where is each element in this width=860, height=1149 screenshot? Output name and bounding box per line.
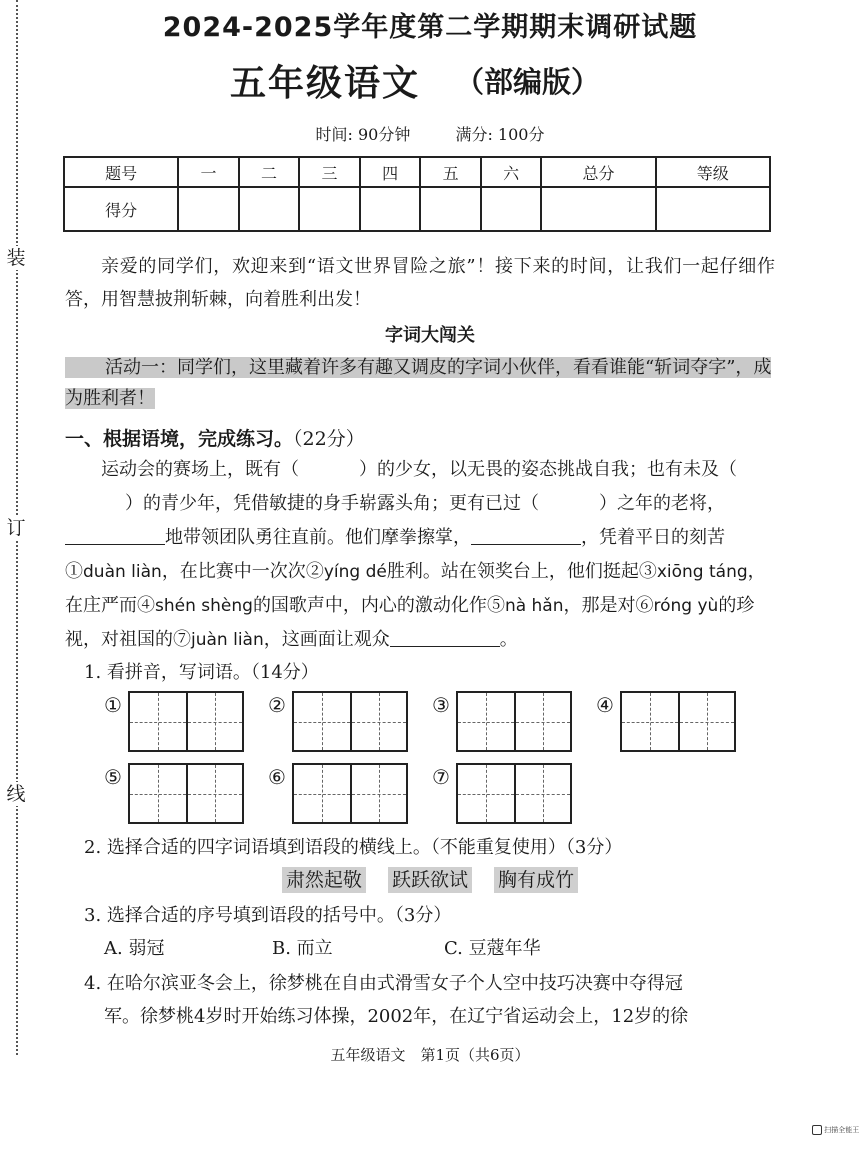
score-cell [299, 187, 360, 231]
exam-title: 2024-2025学年度第二学期期末调研试题 [162, 12, 698, 43]
score-table-header: 五 [420, 157, 481, 187]
section-title: 字词大闯关 [385, 325, 475, 346]
grid-boxes[interactable] [292, 763, 408, 824]
marker-2: ② [305, 561, 324, 582]
exam-info [0, 122, 860, 145]
marker-1: ① [65, 561, 83, 582]
pinyin-2: yíng dé [323, 562, 387, 582]
intro-paragraph: 亲爱的同学们，欢迎来到“语文世界冒险之旅”！接下来的时间，让我们一起仔细作答，用智慧披荆斩棘，向着胜利出发！ [65, 256, 775, 310]
underline-blank[interactable] [390, 626, 500, 647]
grid-boxes[interactable] [456, 691, 572, 752]
score-cell [481, 187, 542, 231]
option-b: B. 而立 [272, 938, 333, 959]
word-choices [0, 865, 860, 892]
passage-text: 胜利。站在领奖台上，他们挺起 [386, 561, 639, 582]
option-list [104, 934, 541, 960]
grid-number: ② [268, 693, 286, 717]
score-cell [239, 187, 300, 231]
score-table-header: 总分 [541, 157, 655, 187]
binding-char-ding: 订 [4, 516, 28, 540]
tianzige-box[interactable] [350, 765, 406, 822]
score-cell [420, 187, 481, 231]
grid-boxes[interactable] [292, 691, 408, 752]
tianzige-box[interactable] [186, 693, 242, 750]
grid-number: ① [104, 693, 122, 717]
marker-6: ⑥ [635, 595, 654, 616]
score-table-header: 四 [360, 157, 421, 187]
score-table-header: 一 [178, 157, 239, 187]
score-cell [178, 187, 239, 231]
passage-text: ）的青少年，凭借敏捷的身手崭露头角；更有已过（ [125, 493, 539, 514]
passage-text: ，凭着平日的刻苦 [581, 527, 725, 548]
tianzige-box[interactable] [514, 693, 570, 750]
score-cell [656, 187, 770, 231]
grid-boxes[interactable] [456, 763, 572, 824]
part-one-heading [65, 424, 365, 451]
pinyin-3: xiōng táng [656, 562, 748, 582]
pinyin-5: nà hǎn [504, 596, 564, 616]
binding-char-xian: 线 [4, 782, 28, 806]
tianzige-box[interactable] [458, 693, 514, 750]
scanner-logo-icon [812, 1125, 822, 1135]
word-choice: 肃然起敬 [282, 867, 366, 893]
grid-boxes[interactable] [128, 763, 244, 824]
grid-boxes[interactable] [620, 691, 736, 752]
question-4-line-2: 军。徐梦桃4岁时开始练习体操，2002年，在辽宁省运动会上，12岁的徐 [104, 1006, 689, 1027]
underline-blank[interactable] [471, 524, 581, 545]
marker-4: ④ [137, 595, 155, 616]
passage-text: 地带领团队勇往直前。他们摩拳擦掌， [165, 527, 471, 548]
score-table-header: 等级 [656, 157, 770, 187]
passage [65, 453, 777, 657]
score-table-header-row [64, 157, 770, 187]
score-row-label: 得分 [64, 187, 178, 231]
tianzige-box[interactable] [622, 693, 678, 750]
pinyin-7: juàn liàn [191, 630, 264, 650]
activity-text: 活动一：同学们，这里藏着许多有趣又调皮的字词小伙伴，看看谁能“斩词夺字”，成为胜利者！ [65, 357, 772, 409]
edition-label: （部编版） [455, 65, 601, 99]
tianzige-box[interactable] [186, 765, 242, 822]
passage-text: ，这画面让观众 [263, 629, 390, 650]
pinyin-4: shén shèng [155, 596, 253, 616]
subject-title: 五年级语文 [230, 63, 421, 104]
score-table-header: 二 [239, 157, 300, 187]
option-a: A. 弱冠 [104, 938, 165, 959]
marker-5: ⑤ [486, 595, 505, 616]
pinyin-1: duàn liàn [83, 562, 162, 582]
tianzige-box[interactable] [678, 693, 734, 750]
word-choice: 跃跃欲试 [388, 867, 472, 893]
question-2-label: 2. 选择合适的四字词语填到语段的横线上。（不能重复使用）（3分） [84, 837, 623, 858]
activity-box [65, 352, 775, 414]
binding-char-zhuang: 装 [4, 246, 28, 270]
watermark-text: 扫描全能王 [824, 1126, 860, 1134]
score-cell [541, 187, 655, 231]
score-table [63, 156, 771, 232]
tianzige-box[interactable] [130, 693, 186, 750]
scanner-watermark [812, 1125, 859, 1135]
score-table-header: 六 [481, 157, 542, 187]
marker-7: ⑦ [173, 629, 191, 650]
passage-text: 。 [499, 629, 518, 650]
word-choice: 胸有成竹 [494, 867, 578, 893]
grid-number: ④ [596, 693, 614, 717]
passage-text: ，那是对 [563, 595, 636, 616]
grid-number: ⑤ [104, 765, 122, 789]
passage-text: 的珍视，对祖国的 [65, 595, 755, 650]
score-table-header: 题号 [64, 157, 178, 187]
passage-text: 运动会的赛场上，既有（ [101, 459, 299, 480]
question-3-label: 3. 选择合适的序号填到语段的括号中。（3分） [84, 905, 452, 926]
tianzige-box[interactable] [294, 693, 350, 750]
tianzige-box[interactable] [294, 765, 350, 822]
grid-number: ③ [432, 693, 450, 717]
time-limit: 时间: 90分钟 [315, 125, 411, 144]
marker-3: ③ [638, 561, 657, 582]
part-one-points: （22分） [293, 428, 365, 450]
grid-boxes[interactable] [128, 691, 244, 752]
question-1-label: 1. 看拼音，写词语。（14分） [84, 662, 319, 683]
score-table-header: 三 [299, 157, 360, 187]
part-one-title: 一、根据语境，完成练习。 [65, 428, 294, 450]
passage-text: ）的少女，以无畏的姿态挑战自我；也有未及（ [359, 459, 737, 480]
tianzige-box[interactable] [514, 765, 570, 822]
tianzige-box[interactable] [130, 765, 186, 822]
score-table-value-row [64, 187, 770, 231]
option-c: C. 豆蔻年华 [444, 938, 541, 959]
underline-blank[interactable] [65, 524, 165, 545]
tianzige-box[interactable] [350, 693, 406, 750]
passage-text: 的国歌声中，内心的激动化作 [252, 595, 487, 616]
passage-text: ，在比赛中一次次 [161, 561, 306, 582]
page-footer: 五年级语文 第1页（共6页） [330, 1046, 530, 1064]
grid-number: ⑦ [432, 765, 450, 789]
pinyin-6: róng yù [653, 596, 719, 616]
score-cell [360, 187, 421, 231]
grid-number: ⑥ [268, 765, 286, 789]
passage-text: ，在庄严而 [65, 561, 766, 616]
passage-text: ）之年的老将， [599, 493, 725, 514]
tianzige-box[interactable] [458, 765, 514, 822]
full-score: 满分: 100分 [455, 125, 545, 144]
question-4-line-1: 4. 在哈尔滨亚冬会上，徐梦桃在自由式滑雪女子个人空中技巧决赛中夺得冠 [84, 973, 683, 994]
